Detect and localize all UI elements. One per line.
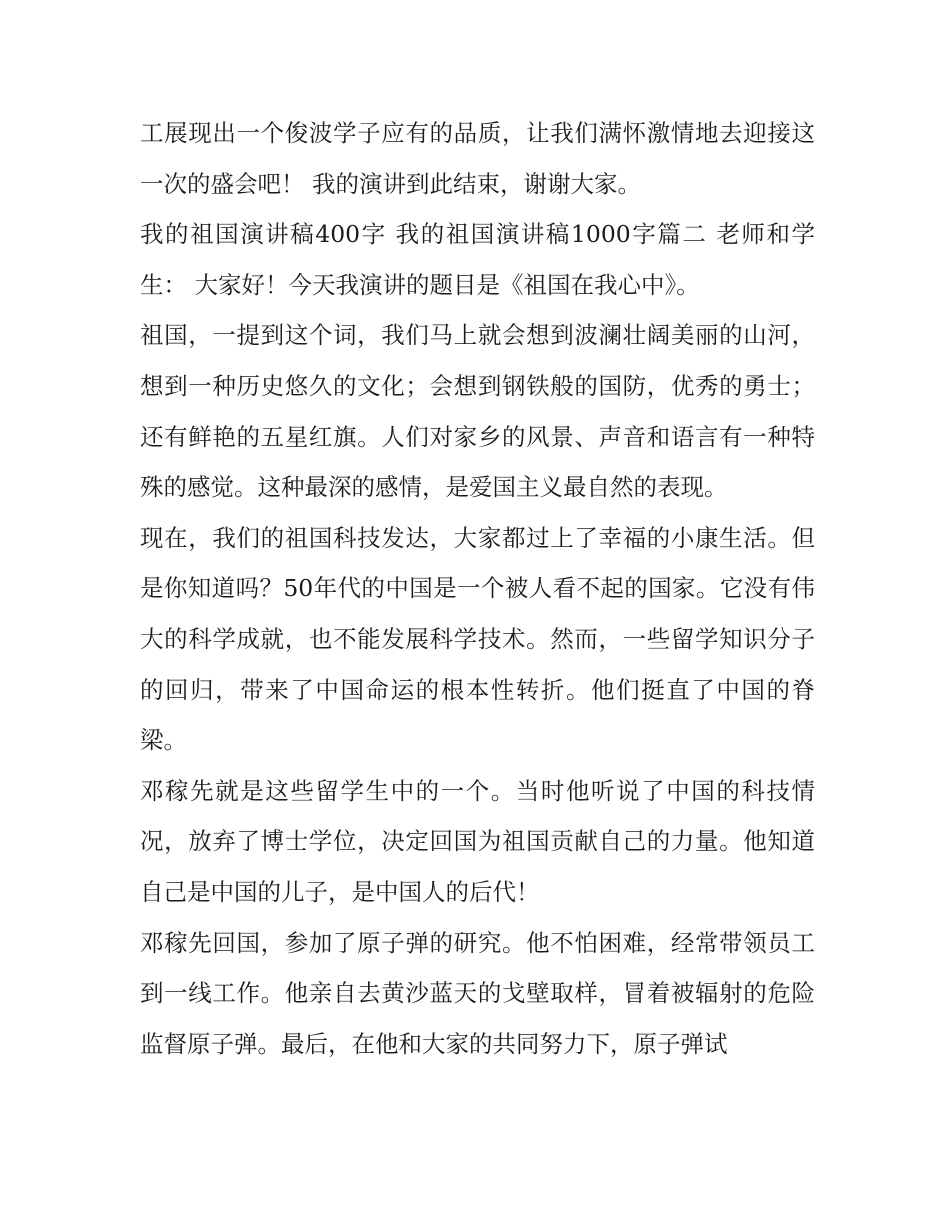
paragraph-deng-jiaxian-research: 邓稼先回国，参加了原子弹的研究。他不怕困难，经常带领员工到一线工作。他亲自去黄沙蓝天的戈壁取样，冒着被辐射的危险监督原子弹。最后，在他和大家的共同努力下，原子弹试 xyxy=(140,928,815,1058)
paragraph-motherland: 祖国，一提到这个词，我们马上就会想到波澜壮阔美丽的山河，想到一种历史悠久的文化；会想到钢铁般的国防，优秀的勇士；还有鲜艳的五星红旗。人们对家乡的风景、声音和语言有一种特殊的感觉。这种最深的感情，是爱国主义最自然的表现。 xyxy=(140,321,815,502)
paragraph-speech-title: 我的祖国演讲稿400字 我的祖国演讲稿1000字篇二 老师和学生： 大家好！今天我演讲的题目是《祖国在我心中》。 xyxy=(140,220,815,299)
paragraph-technology: 现在，我们的祖国科技发达，大家都过上了幸福的小康生活。但是你知道吗？50年代的中国是一个被人看不起的国家。它没有伟大的科学成就，也不能发展科学技术。然而，一些留学知识分子的回归，带来了中国命运的根本性转折。他们挺直了中国的脊梁。 xyxy=(140,523,815,755)
paragraph-closing-remarks: 工展现出一个俊波学子应有的品质，让我们满怀激情地去迎接这一次的盛会吧！ 我的演讲到此结束，谢谢大家。 xyxy=(140,119,815,198)
document-body xyxy=(140,108,815,1069)
paragraph-deng-jiaxian-intro: 邓稼先就是这些留学生中的一个。当时他听说了中国的科技情况，放弃了博士学位，决定回国为祖国贡献自己的力量。他知道自己是中国的儿子，是中国人的后代！ xyxy=(140,776,815,906)
